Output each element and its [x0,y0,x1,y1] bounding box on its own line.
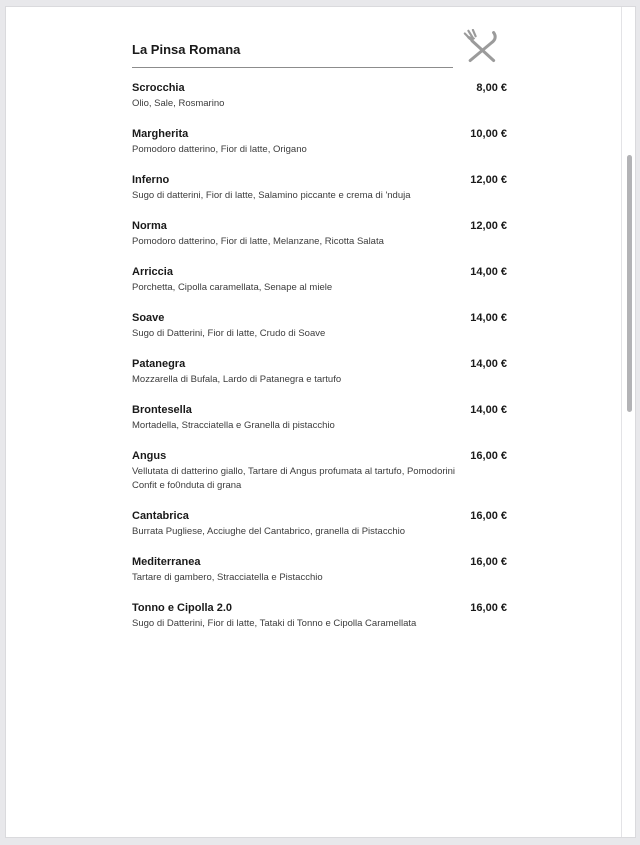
menu-page [5,6,636,838]
item-name: Margherita [132,128,189,140]
header-divider [132,67,453,68]
item-description: Porchetta, Cipolla caramellata, Senape al miele [132,282,333,293]
item-name: Cantabrica [132,510,189,522]
menu-item-row [132,402,507,418]
scrollbar-thumb[interactable] [627,155,632,412]
menu-item-row [132,80,507,96]
item-name: Norma [132,220,167,232]
item-name: Scrocchia [132,82,185,94]
page-title: La Pinsa Romana [132,42,241,57]
menu-item [132,172,507,203]
menu-item [132,310,507,341]
menu-item-row [132,126,507,142]
item-description: Vellutata di datterino giallo, Tartare di Angus profumata al tartufo, Pomodorini Confit e fo0nduta di grana [132,466,456,491]
item-price: 10,00 € [470,128,507,140]
item-name: Inferno [132,174,170,186]
item-price: 16,00 € [470,556,507,568]
menu-item-row [132,310,507,326]
menu-item-row [132,218,507,234]
item-description: Sugo di datterini, Fior di latte, Salamino piccante e crema di 'nduja [132,190,411,201]
menu-content [132,7,507,646]
item-price: 16,00 € [470,510,507,522]
item-price: 14,00 € [470,404,507,416]
item-description: Mozzarella di Bufala, Lardo di Patanegra e tartufo [132,374,342,385]
menu-item-row [132,554,507,570]
item-price: 8,00 € [476,82,507,94]
crossed-fork-knife-icon [459,29,503,65]
item-description: Mortadella, Stracciatella e Granella di pistacchio [132,420,335,431]
menu-item [132,402,507,433]
menu-item-row [132,264,507,280]
item-name: Brontesella [132,404,192,416]
menu-item [132,508,507,539]
item-description: Pomodoro datterino, Fior di latte, Melanzane, Ricotta Salata [132,236,384,247]
menu-item-row [132,172,507,188]
item-price: 12,00 € [470,220,507,232]
item-name: Soave [132,312,165,324]
item-name: Tonno e Cipolla 2.0 [132,602,233,614]
item-price: 12,00 € [470,174,507,186]
menu-item [132,218,507,249]
page-right-edge [621,7,622,837]
menu-item-row [132,600,507,616]
menu-item [132,356,507,387]
item-description: Sugo di Datterini, Fior di latte, Crudo di Soave [132,328,326,339]
item-price: 14,00 € [470,312,507,324]
item-price: 14,00 € [470,266,507,278]
menu-item [132,448,507,493]
menu-item-row [132,448,507,464]
menu-item [132,600,507,631]
menu-item-row [132,356,507,372]
menu-item [132,80,507,111]
item-price: 16,00 € [470,602,507,614]
item-name: Mediterranea [132,556,201,568]
item-name: Angus [132,450,167,462]
item-name: Arriccia [132,266,173,278]
menu-header [132,7,507,59]
item-description: Sugo di Datterini, Fior di latte, Tataki di Tonno e Cipolla Caramellata [132,618,417,629]
menu-item [132,264,507,295]
menu-item-row [132,508,507,524]
item-price: 16,00 € [470,450,507,462]
menu-items [132,80,507,631]
menu-item [132,554,507,585]
menu-item [132,126,507,157]
item-name: Patanegra [132,358,186,370]
item-price: 14,00 € [470,358,507,370]
item-description: Olio, Sale, Rosmarino [132,98,225,109]
item-description: Tartare di gambero, Stracciatella e Pistacchio [132,572,323,583]
item-description: Burrata Pugliese, Acciughe del Cantabrico, granella di Pistacchio [132,526,406,537]
item-description: Pomodoro datterino, Fior di latte, Origano [132,144,307,155]
